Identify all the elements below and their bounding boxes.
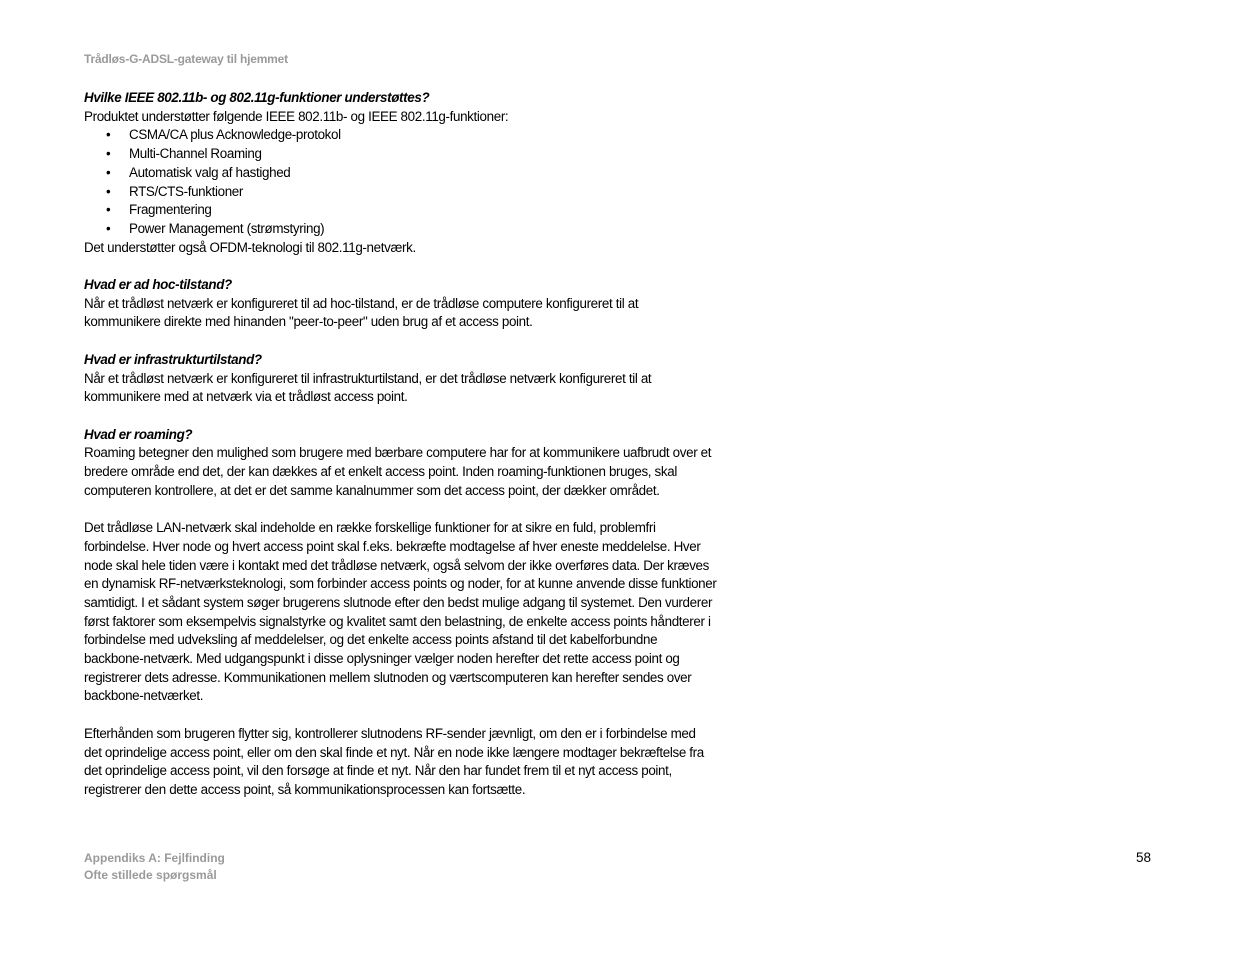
roaming-p2-line: først faktorer som eksempelvis signalstyrke og kvalitet samt den belastning, de enkelte access points håndterer i: [84, 613, 711, 629]
roaming-p2-line: node skal hele tiden være i kontakt med det trådløse netværk, også selvom der ikke overføres data. Der kræves: [84, 557, 709, 573]
bullet-icon: •: [106, 220, 111, 236]
document-body: [84, 89, 764, 800]
roaming-p2-line: registrerer dets adresse. Kommunikationen mellem slutnoden og værtscomputeren kan herefter sendes over: [84, 669, 692, 685]
list-item: • RTS/CTS-funktioner: [84, 183, 764, 202]
page-number: 58: [1136, 850, 1152, 865]
footer: [84, 850, 225, 883]
roaming-p2-line: en dynamisk RF-netværksteknologi, som forbinder access points og noder, for at kunne anvende disse funktioner: [84, 576, 717, 592]
roaming-p1-line: Roaming betegner den mulighed som brugere med bærbare computere har for at kommunikere uafbrudt over et: [84, 445, 712, 461]
bullet-icon: •: [106, 164, 111, 180]
adhoc-line: kommunikere direkte med hinanden "peer-to-peer" uden brug af et access point.: [84, 314, 533, 330]
footer-section: Ofte stillede spørgsmål: [84, 867, 217, 882]
roaming-p3-line: det oprindelige access point, eller om den skal finde et nyt. Når en node ikke længere modtager bekræftelse fra: [84, 744, 704, 760]
roaming-p3-line: det oprindelige access point, vil den forsøge at finde et nyt. Når den har fundet frem til et nyt access point,: [84, 763, 672, 779]
question-features: Hvilke IEEE 802.11b- og 802.11g-funktioner understøttes?: [84, 90, 430, 105]
bullet-icon: •: [106, 183, 111, 199]
list-item: • Fragmentering: [84, 201, 764, 220]
list-item: • Power Management (strømstyring): [84, 220, 764, 239]
question-adhoc: Hvad er ad hoc-tilstand?: [84, 277, 232, 293]
spacer: [84, 500, 764, 519]
features-intro: Produktet understøtter følgende IEEE 802.11b- og IEEE 802.11g-funktioner:: [84, 108, 509, 124]
running-header: Trådløs-G-ADSL-gateway til hjemmet: [84, 52, 288, 66]
roaming-p2-line: backbone-netværket.: [84, 688, 204, 704]
features-outro: Det understøtter også OFDM-teknologi til 802.11g-netværk.: [84, 239, 416, 255]
roaming-p2-line: forbindelse. Hver node og hvert access point skal f.eks. bekræfte modtagelse af hver eneste meddelelse. Hver: [84, 538, 701, 554]
infrastructure-line: kommunikere med at netværk via et trådløst access point.: [84, 389, 408, 405]
roaming-p2-line: forbindelse med udveksling af meddelelser, og det enkelte access points afstand til det kabelforbundne: [84, 632, 658, 648]
infrastructure-line: Når et trådløst netværk er konfigureret til infrastrukturtilstand, er det trådløse netværk konfigureret til at: [84, 370, 652, 386]
bullet-icon: •: [106, 127, 111, 143]
roaming-p1-line: bredere område end det, der kan dækkes af et enkelt access point. Inden roaming-funktionen bruges, skal: [84, 464, 677, 480]
roaming-p2-line: Det trådløse LAN-netværk skal indeholde en række forskellige funktioner for at sikre en fuld, problemfri: [84, 520, 656, 536]
spacer: [84, 257, 764, 276]
question-infrastructure: Hvad er infrastrukturtilstand?: [84, 351, 262, 367]
footer-chapter: Appendiks A: Fejlfinding: [84, 851, 225, 865]
roaming-p3-line: registrerer den dette access point, så kommunikationsprocessen kan fortsætte.: [84, 781, 526, 797]
question-roaming: Hvad er roaming?: [84, 426, 193, 442]
roaming-p2-line: backbone-netværk. Med udgangspunkt i disse oplysninger vælger noden herefter det rette access point og: [84, 651, 680, 667]
list-item: • Automatisk valg af hastighed: [84, 164, 764, 183]
adhoc-line: Når et trådløst netværk er konfigureret til ad hoc-tilstand, er de trådløse computere konfigureret til at: [84, 295, 639, 311]
spacer: [84, 706, 764, 725]
spacer: [84, 407, 764, 426]
roaming-p2-line: samtidigt. I et sådant system søger brugerens slutnode efter den bedst mulige adgang til systemet. Den vurderer: [84, 594, 713, 610]
roaming-p3-line: Efterhånden som brugeren flytter sig, kontrollerer slutnodens RF-sender jævnligt, om den er i forbindelse med: [84, 725, 696, 741]
roaming-p1-line: computeren kontrollere, at det er det samme kanalnummer som det access point, der dækker området.: [84, 482, 660, 498]
features-list: [84, 126, 764, 238]
list-item: • Multi-Channel Roaming: [84, 145, 764, 164]
bullet-icon: •: [106, 146, 111, 162]
list-item: • CSMA/CA plus Acknowledge-protokol: [84, 126, 764, 145]
spacer: [84, 332, 764, 351]
bullet-icon: •: [106, 202, 111, 218]
